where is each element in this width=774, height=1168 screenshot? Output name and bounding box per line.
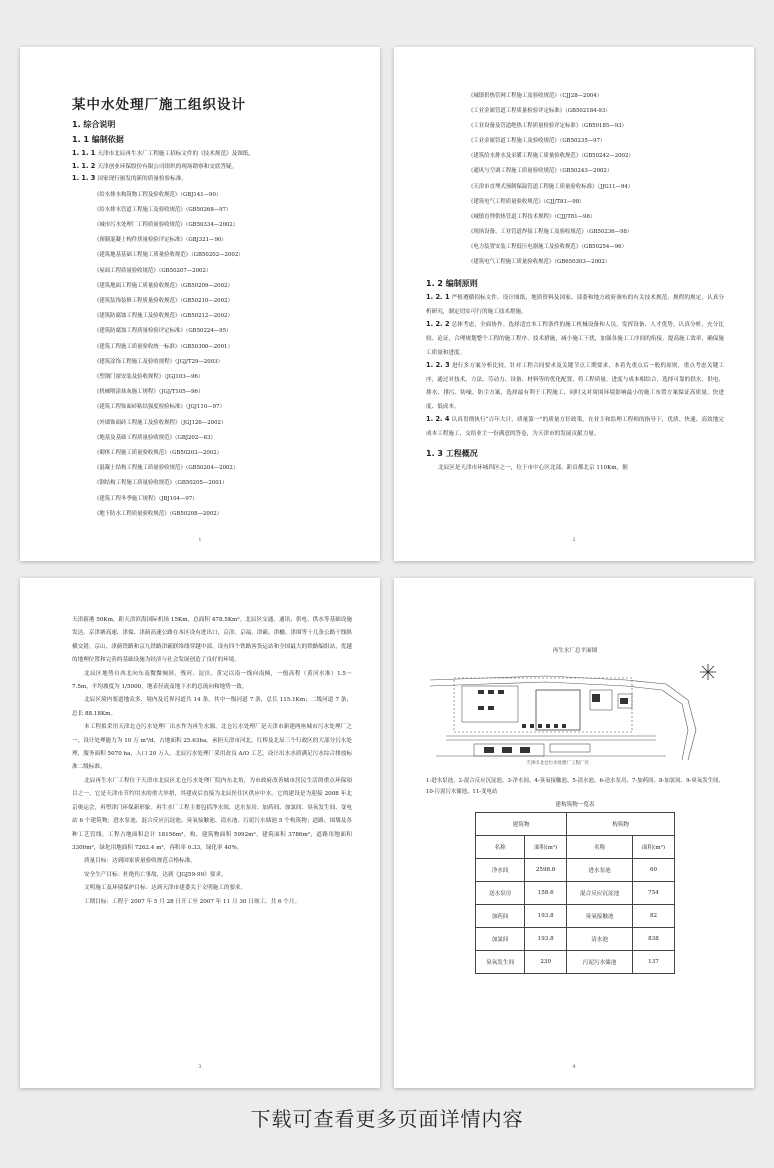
table-row: [476, 951, 675, 974]
standard-item: 《城镇供热管网工程施工及验收规范》（CJJ28—2004）: [468, 93, 603, 99]
standard-item: 《建筑装饰装修工程质量验收规范》（GB50210—2002）: [94, 297, 233, 304]
page-number: 3: [198, 1064, 202, 1070]
clause-number: 1. 2. 4: [426, 415, 450, 424]
table-cell: 净水间: [476, 859, 525, 882]
standard-item: 《机械喷涂抹灰施工规程》（JGJ/T105—96）: [94, 389, 204, 396]
standard-item: 《建筑工程冬季施工规程》（JBJ104—97）: [94, 495, 198, 502]
site-plan-svg: [426, 660, 726, 770]
body-paragraph: 本工程拟采用天津北仓污水处理厂出水作为再生水源。北仓污水处理厂是天津市新建两座城市污水处理厂之一，设计处理能力为 10 万 m³/d，占地面积 25.63ha。承担天津市河北、红桥及北辰三个行政区的大部分污水处理，服务面积 5070 ha，人口 20 万人。北辰污水处理厂采用改良 A/O 工艺，设计出水水质满足污水综合排放标准二级标准。: [72, 724, 352, 771]
standard-item: 《工业金属管道工程质量检验评定标准》（GB502184-93）: [468, 108, 611, 115]
standard-item: 《建筑地基基础工程施工质量验收规范》（GB50202—2002）: [94, 252, 244, 259]
standard-item: 《给水排水构筑物工程及验收规范》（GBJ141—90）: [94, 191, 222, 198]
table-cell: 158.6: [525, 882, 567, 905]
subsection-heading: 1. 1 编制依据: [72, 135, 124, 144]
standard-item: 《塑钢门窗安装及验收规程》（JGJ103—96）: [94, 373, 204, 380]
standard-item: 《屋面工程质量验收规范》（GB50207—2002）: [94, 267, 212, 274]
standard-item: 《建筑涂饰工程施工及验收规程》（JGJ/T29—2003）: [94, 358, 223, 365]
standard-item: 《工业设备及管道绝热工程质量检验评定标准》（GB50185—93）: [468, 123, 627, 130]
clause-number: 1. 2. 3: [426, 361, 450, 370]
schedule-target: 工期目标：工程于 2007 年 5 月 28 日开工至 2007 年 11 月 30 日竣工，共 6 个月。: [84, 898, 301, 905]
clause-number: 1. 2. 1: [426, 293, 450, 302]
standard-item: 《城市污水处理厂工程质量验收规范》（GB50334—2002）: [94, 221, 239, 228]
standard-item: 《电力装置安装工程低压电器施工及验收规范》（GB50254—96）: [468, 243, 627, 250]
table-cell: 754: [633, 882, 675, 905]
table-cell: 臭氧发生间: [476, 951, 525, 974]
clause-1-2-4: [426, 414, 724, 441]
page-number: 1: [198, 537, 202, 543]
body-paragraph: 北辰区境内要道地众多，境内及近界河道共 14 条，其中一级河道 7 条，总长 115.1Km；二级河道 7 条，总长 88.18Km。: [72, 697, 352, 717]
table-row: [476, 882, 675, 905]
table-cell: 60: [633, 859, 675, 882]
body-paragraph: 天津新港 50Km，距天津滨海国际机场 15Km，总面积 478.5Km²。北辰区交通、通讯、供电、供水等基础设施发达。京津塘高速、津保、津蓟高速公路在本区设有进出口，京津、京福、津霸、津榆、津围等十几条公路干线纵横交错。京山、津蓟铁路和京九铁路津霸联络线穿越中部，设有四个铁路客货运站和全国最大的铁路编组站，优越的地理位置和完善的基础设施为经济与社会发展创造了良好的环境。: [72, 617, 352, 664]
clause-1-1-2: [72, 161, 352, 174]
standard-item: 《地下防水工程质量验收规范》（GB50208—2002）: [94, 510, 223, 517]
standard-item: 《外墙饰面砖工程施工及验收规程》（JGJ126—2002）: [94, 419, 227, 426]
table-cell: 臭氧接触池: [567, 905, 633, 928]
clause-text: 天津市北辰再生水厂工程施工招标文件的《技术规范》及图纸。: [97, 151, 255, 157]
column-header: 名称: [476, 836, 525, 859]
table-cell: 污泥污水储池: [567, 951, 633, 974]
document-title: 某中水处理厂施工组织设计: [72, 97, 246, 113]
civilized-construction-target: 文明施工及环境保护目标：达到天津市建委关于文明施工的要求。: [84, 885, 247, 892]
body-paragraph: 北辰区地势自西北向东南微微倾斜，残河、淀洼、黄完以南一线向南倾，一般高程（黄河水准）1.5～7.5m，平均坡度为 1/5000，地表径流及地下水的总流向和地势一致。: [72, 670, 352, 691]
clause-number: 1. 1. 3: [72, 174, 96, 182]
table-cell: 137: [633, 951, 675, 974]
table-cell: 送水泵房: [476, 882, 525, 905]
plan-title: 再生水厂总平面图: [552, 648, 598, 654]
standard-item: 《天津市直埋式预制保温管道工程施工质量验收标准》（JJG11—94）: [468, 183, 634, 190]
standard-item: 《给水排水管道工程施工及验收规范》（GB50268—97）: [94, 206, 232, 213]
column-header: 面积(m²): [525, 836, 567, 859]
subsection-heading: 1. 2 编制原则: [426, 279, 478, 289]
standard-item: 《建筑防腐蚀工程质量检验评定标准》（GB50224—95）: [94, 328, 232, 335]
clause-1-1-3: [72, 173, 352, 186]
buildings-table: [475, 812, 675, 974]
standard-item: 《建筑电气工程施工质量验收规范》（GB650303—2002）: [468, 259, 611, 266]
standard-item: 《钢结构工程施工质量验收规范》（GB50205—2001）: [94, 480, 228, 487]
download-more-link[interactable]: 下载可查看更多页面详情内容: [250, 1107, 524, 1131]
overview-paragraph: 北辰区是天津市环城四区之一，位于市中心区北部，距首都北京 110Km，据: [438, 464, 628, 471]
subsection-heading: 1. 3 工程概况: [426, 448, 478, 458]
standard-item: 《工业金属管道工程施工及验收规范》（GB50235—97）: [468, 138, 606, 145]
table-group-header-row: [476, 813, 675, 836]
standard-item: 《城镇直埋供热管道工程技术规程》（CJJ/T81—98）: [468, 213, 596, 220]
table-cell: 193.8: [525, 928, 567, 951]
standard-item: 《现场设备、工业管道焊接工程施工及验收规范》（GB50236—98）: [468, 228, 633, 235]
clause-text: 进行多方案分析比较，针对工程合同要求及关键节点工期要求，本着先重点后一般的原则，重点考虑关键工序，通过对技术、方法、劳动力、设备、材料等的优化配置，将工程质量、进度与成本相结合，选择可靠的供水、供电、排水、排污、防噪、防尘方案，选择最有利于工程施工，同时又对周围环境影响最小的施工布置方案保证高质量、快进度、低成本。: [426, 363, 724, 410]
clause-text: 总体考虑，全面协作。选择适宜本工程条件的施工机械设备和人员，发挥设备、人才优势，认真分析，充分比较、论证，合理规划整个工程的施工程序、技术措施，减小施工干扰，加强各施工工序间的衔接，提高施工效率，确保施工质量和进度。: [426, 322, 724, 356]
body-paragraph: 北辰再生水厂工程位于天津市北辰区北仓污水处理厂院内东北角，为市政府改善城市居民生活的重点环保项目之一，它是天津市节约用水的重大举措，其建成后直接为北辰医住区供应中水。它的建设是为迎接 2008 年北京奥运会，再塑津门环保新形象。再生水厂工程主要包括净水间、送水泵房、加药间、加氯间、臭氧发生间、变电站 6 个建筑物；进水泵池、混合反应沉淀池、臭氧接触池、清水池、污泥污水储池 5 个构筑物；道路、围墙及各种工艺管线。工程占地面积总计 18156m²，构、建筑物面积 5992m²，建筑面积 3786m²，道路用地面积 3300m²，绿化用地面积 7262.4 m²，容积率 0.33，绿化率 40%。: [72, 777, 352, 851]
section-heading: 1. 综合说明: [72, 120, 116, 129]
standards-list: [426, 89, 724, 270]
table-cell: 838: [633, 928, 675, 951]
clause-number: 1. 1. 1: [72, 149, 96, 157]
clause-1-2-1: [426, 292, 724, 319]
quality-target: 质量目标：达到国家质量验收规范合格标准。: [84, 858, 196, 865]
document-page-4: [394, 578, 754, 1088]
clause-text: 严格遵循招标文件、设计图纸、地质资料及国家、部委和地方政府颁布的有关技术规范、规程的规定，认真分析研究，制定切实可行的施工技术措施。: [426, 295, 724, 315]
page-number: 4: [572, 1064, 576, 1070]
table-cell: 加药间: [476, 905, 525, 928]
document-page-2: [394, 47, 754, 561]
plan-legend: 1-进水泵池、2-混合反应沉淀池、3-净水间、4-臭氧接触池、5-清水池、6-送水泵房、7-加药间、8-加氯间、9-臭氧发生间、10-污泥污水储池、11-变电站: [426, 778, 724, 795]
clause-number: 1. 1. 2: [72, 161, 96, 170]
table-cell: 清水池: [567, 928, 633, 951]
document-page-3: [20, 578, 380, 1088]
standard-item: 《建筑地面工程施工质量验收规范》（GB50209—2002）: [94, 282, 233, 289]
compass-icon: [700, 664, 716, 680]
safety-target: 安全生产目标：杜绝伤亡事故，达到《JGJ59-99》要求。: [84, 871, 227, 878]
standard-item: 《建筑电气工程质量验收规范》（CJJ/T81—98）: [468, 198, 585, 205]
clause-1-2-2: [426, 319, 724, 360]
clause-text: 认真贯彻执行“百年大计，质量第一”的质量方针政策，在业主和监理工程师的指导下，优质、快速、高效地完成本工程施工，交给业主一份满意的答卷，为天津市的发展贡献力量。: [426, 417, 724, 438]
table-title: 建构筑物一览表: [555, 802, 595, 808]
table-row: [476, 905, 675, 928]
standard-item: 《建筑工程饰面砖粘结强度检验标准》（JGJ110—97）: [94, 404, 225, 411]
table-cell: 进水泵池: [567, 859, 633, 882]
document-page-1: [20, 47, 380, 561]
table-row: [476, 859, 675, 882]
clause-text: 天津创业环保股份有限公司组织的现场勘察和交底答疑。: [97, 163, 238, 170]
standards-list: [72, 188, 352, 522]
standard-item: 《砌体工程施工质量验收规范》（GB50203—2002）: [94, 449, 223, 456]
clause-1-2-3: [426, 360, 724, 414]
clause-text: 国家现行颁发的新的质量检验标准。: [97, 176, 187, 182]
group-header-buildings: 建筑物: [476, 813, 567, 836]
table-header-row: [476, 836, 675, 859]
site-plan-drawing: [426, 660, 726, 770]
standard-item: 《通风与空调工程施工质量验收规范》（GB50243—2002）: [468, 168, 613, 175]
column-header: 名称: [567, 836, 633, 859]
table-cell: 混合反应沉淀池: [567, 882, 633, 905]
clause-1-1-1: [72, 148, 352, 161]
group-header-structures: 构筑物: [567, 813, 675, 836]
table-cell: 193.8: [525, 905, 567, 928]
column-header: 面积(m²): [633, 836, 675, 859]
table-cell: 82: [633, 905, 675, 928]
standard-item: 《地基及基础工程质量验收规范》（GBJ202—83）: [94, 434, 216, 441]
table-cell: 加氯间: [476, 928, 525, 951]
page-number: 2: [572, 537, 576, 543]
clause-number: 1. 2. 2: [426, 320, 450, 329]
standard-item: 《建筑给水排水及采暖工程施工质量验收规范》（GB50242—2002）: [468, 153, 634, 160]
standard-item: 《建筑防腐蚀工程施工及验收规范》（GB50212—2002）: [94, 313, 233, 320]
table-row: [476, 928, 675, 951]
table-cell: 2598.6: [525, 859, 567, 882]
standard-item: 《预制混凝土构件质量检验评定标准》（GBJ321—90）: [94, 237, 227, 244]
standard-item: 《建筑工程施工质量验收统一标准》（GB50300—2001）: [94, 343, 233, 350]
plan-caption: 天津市北仓污水处理厂工程厂区: [526, 761, 589, 766]
standard-item: 《混凝土结构工程施工质量验收规范》（GB50204—2002）: [94, 465, 239, 472]
table-cell: 230: [525, 951, 567, 974]
